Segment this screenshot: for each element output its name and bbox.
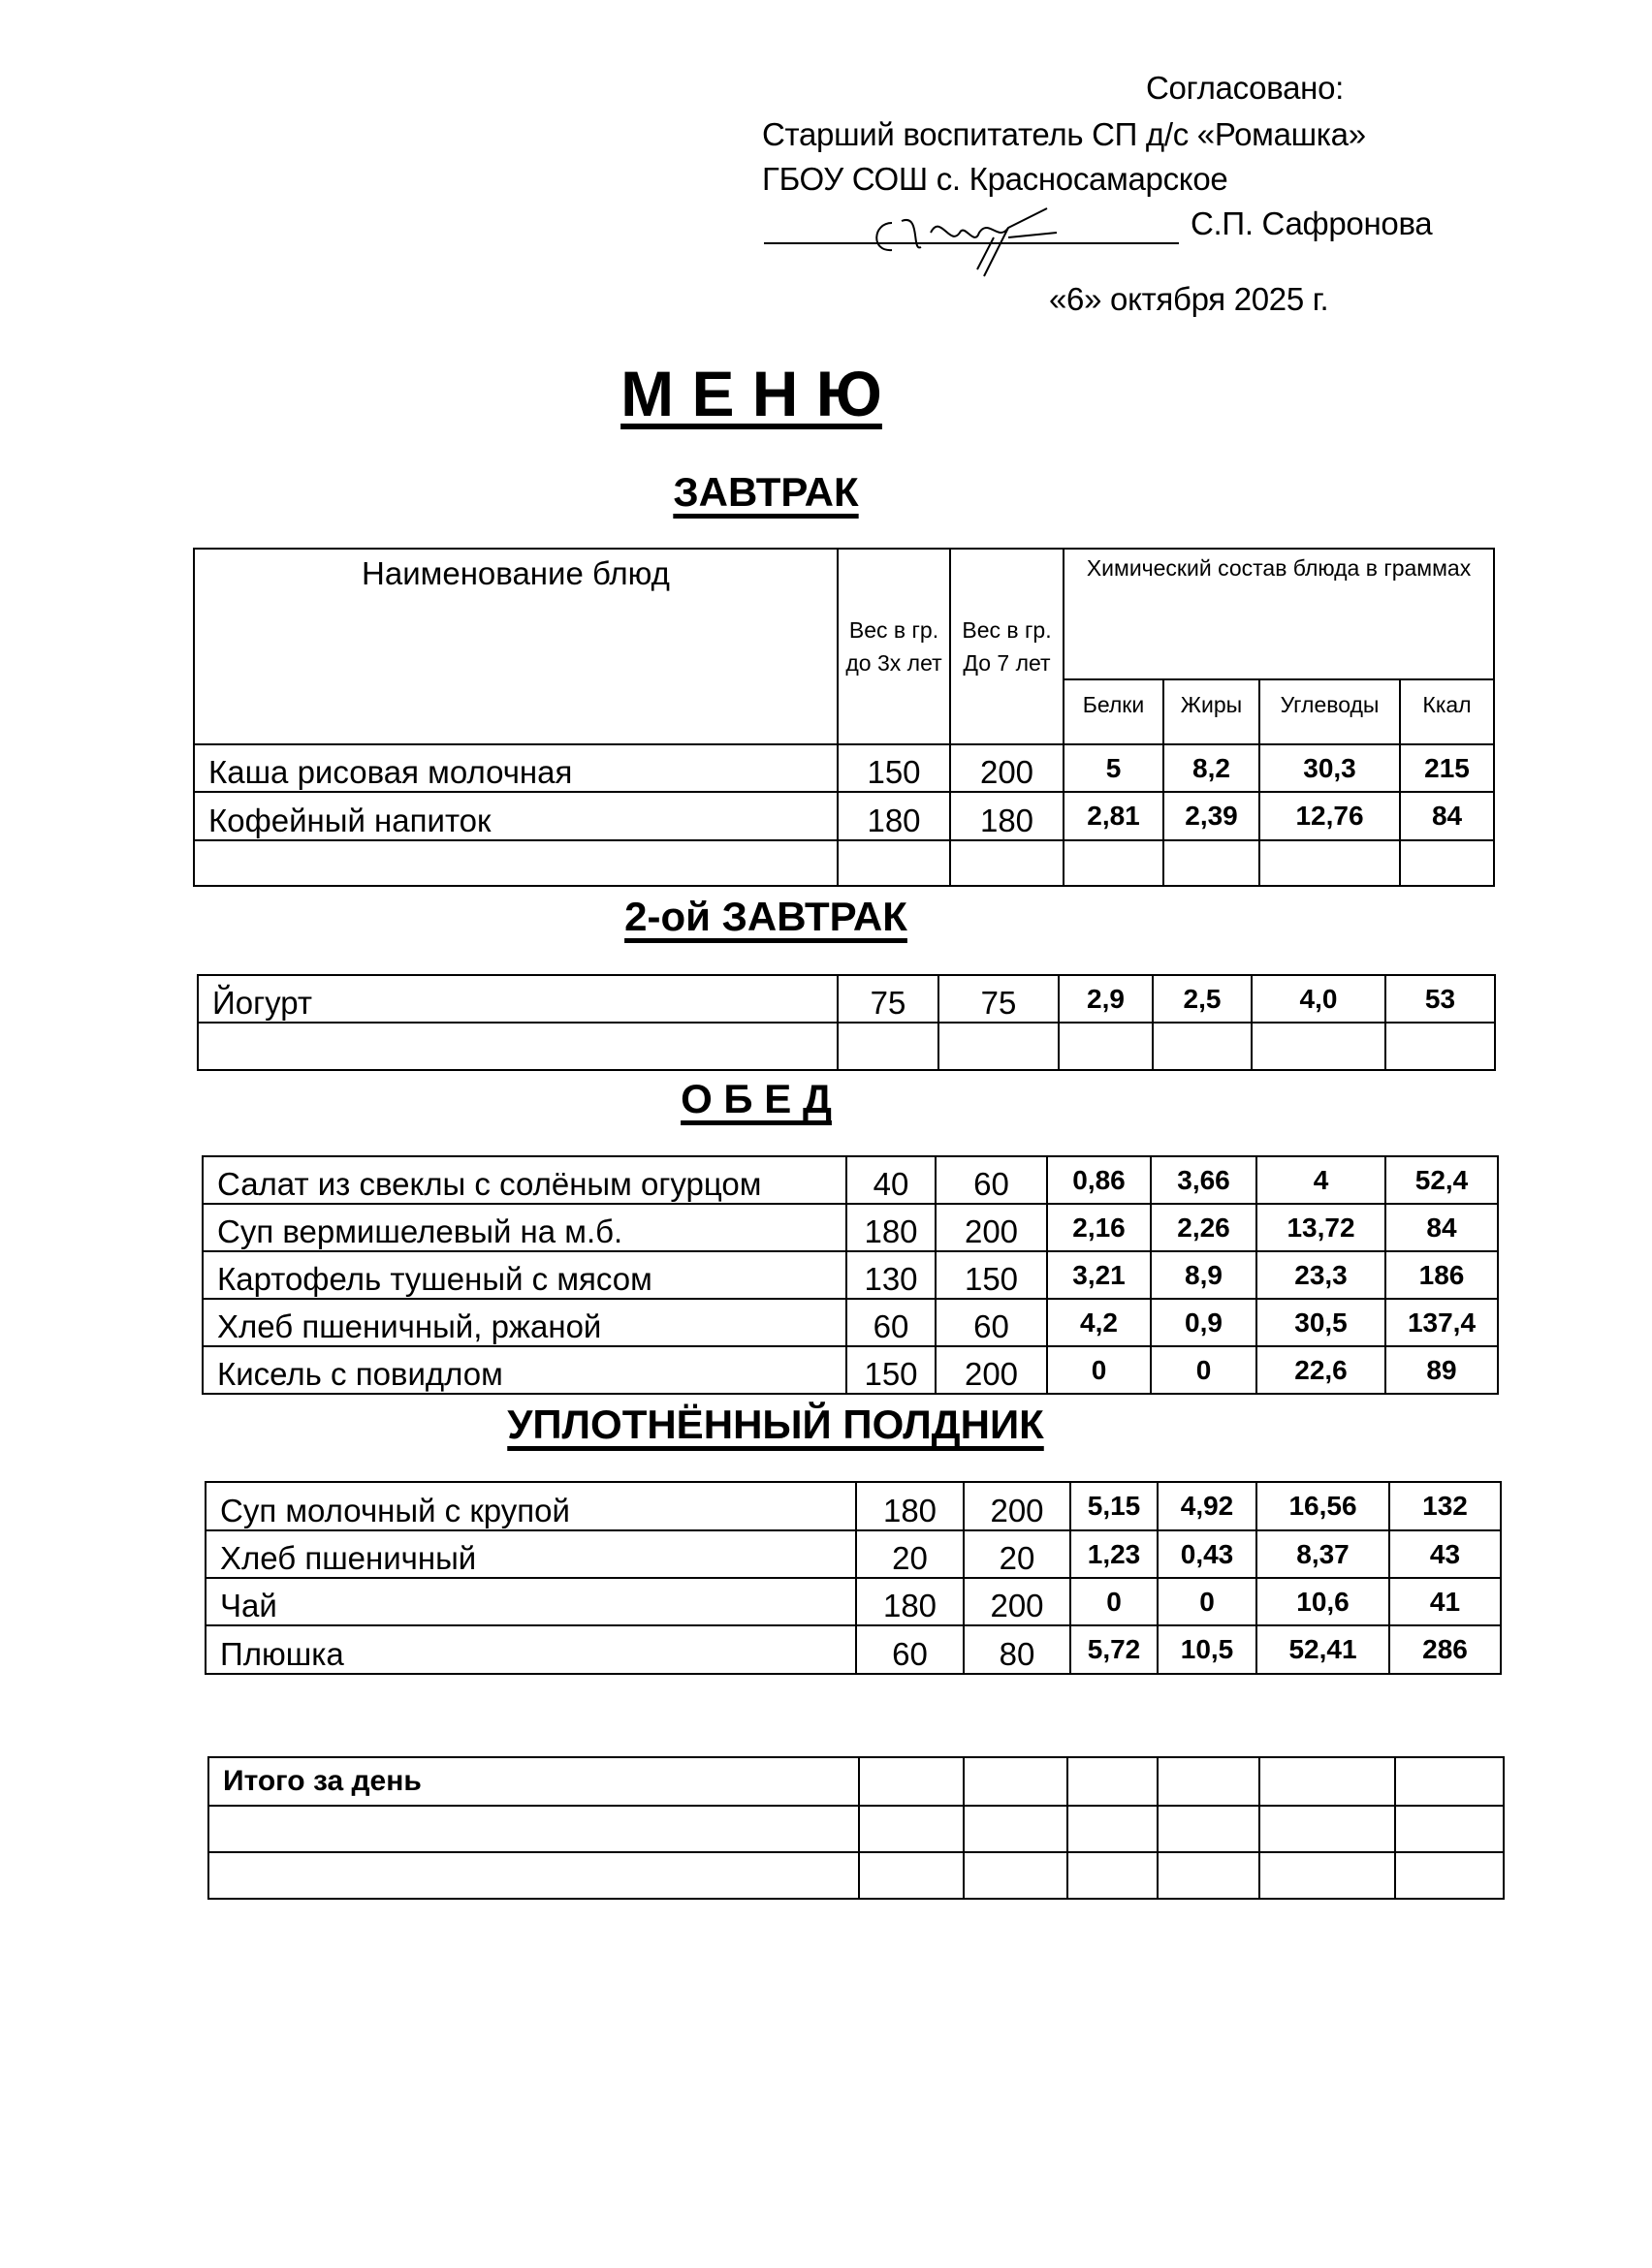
carbs: 16,56 — [1256, 1482, 1389, 1530]
weight-7: 75 — [938, 975, 1059, 1023]
protein: 5 — [1064, 744, 1163, 792]
table-row — [203, 1346, 1498, 1394]
weight-3: 180 — [838, 792, 950, 840]
weight-7: 200 — [950, 744, 1064, 792]
table-row — [203, 1156, 1498, 1204]
protein: 0,86 — [1047, 1156, 1151, 1204]
kcal: 132 — [1389, 1482, 1501, 1530]
dish-name: Чай — [206, 1578, 856, 1625]
kcal: 43 — [1389, 1530, 1501, 1578]
dish-name: Кисель с повидлом — [203, 1346, 846, 1394]
kcal: 53 — [1385, 975, 1495, 1023]
weight-3: 180 — [856, 1482, 964, 1530]
fat: 2,26 — [1151, 1204, 1256, 1251]
carbs: 13,72 — [1256, 1204, 1385, 1251]
fat: 0,9 — [1151, 1299, 1256, 1346]
kcal: 215 — [1400, 744, 1494, 792]
empty-row — [198, 1023, 1495, 1070]
table-row — [206, 1625, 1501, 1674]
table-row — [203, 1204, 1498, 1251]
weight-3: 20 — [856, 1530, 964, 1578]
fat: 10,5 — [1158, 1625, 1256, 1674]
weight-3: 130 — [846, 1251, 936, 1299]
dish-name: Картофель тушеный с мясом — [203, 1251, 846, 1299]
section-title-snack: УПЛОТНЁННЫЙ ПОЛДНИК — [507, 1402, 1044, 1447]
weight-7: 60 — [936, 1299, 1047, 1346]
fat: 8,2 — [1163, 744, 1259, 792]
section-title-lunch: О Б Е Д — [681, 1076, 832, 1121]
fat: 0 — [1158, 1578, 1256, 1625]
kcal: 286 — [1389, 1625, 1501, 1674]
carbs: 22,6 — [1256, 1346, 1385, 1394]
second-breakfast-table — [197, 974, 1496, 1071]
dish-name: Суп вермишелевый на м.б. — [203, 1204, 846, 1251]
dish-name: Салат из свеклы с солёным огурцом — [203, 1156, 846, 1204]
table-row — [206, 1482, 1501, 1530]
fat: 2,5 — [1153, 975, 1252, 1023]
weight-7: 200 — [964, 1578, 1070, 1625]
breakfast-table — [193, 548, 1495, 887]
protein: 2,9 — [1059, 975, 1153, 1023]
header-chem: Химический состав блюда в граммах — [1064, 549, 1494, 679]
table-row — [198, 975, 1495, 1023]
empty-row — [208, 1852, 1504, 1899]
kcal: 137,4 — [1385, 1299, 1498, 1346]
weight-3: 75 — [838, 975, 938, 1023]
dish-name: Хлеб пшеничный, ржаной — [203, 1299, 846, 1346]
lunch-table — [202, 1155, 1499, 1395]
carbs: 4,0 — [1252, 975, 1385, 1023]
dish-name: Каша рисовая молочная — [194, 744, 838, 792]
dish-name: Кофейный напиток — [194, 792, 838, 840]
carbs: 30,3 — [1259, 744, 1400, 792]
dish-name: Хлеб пшеничный — [206, 1530, 856, 1578]
weight-3: 150 — [846, 1346, 936, 1394]
fat: 2,39 — [1163, 792, 1259, 840]
weight-7: 180 — [950, 792, 1064, 840]
fat: 0 — [1151, 1346, 1256, 1394]
carbs: 12,76 — [1259, 792, 1400, 840]
header-fat: Жиры — [1163, 679, 1259, 744]
section-title-breakfast: ЗАВТРАК — [673, 469, 859, 515]
weight-7: 20 — [964, 1530, 1070, 1578]
approval-date: «6» октября 2025 г. — [1049, 281, 1329, 317]
empty-row — [208, 1806, 1504, 1852]
approval-signer: С.П. Сафронова — [1191, 205, 1433, 241]
total-table — [207, 1756, 1505, 1900]
table-row — [206, 1530, 1501, 1578]
weight-7: 200 — [936, 1346, 1047, 1394]
approval-org: ГБОУ СОШ с. Красносамарское — [762, 161, 1228, 197]
dish-name: Йогурт — [198, 975, 838, 1023]
weight-7: 200 — [964, 1482, 1070, 1530]
header-weight-7: Вес в гр. До 7 лет — [950, 549, 1064, 744]
protein: 1,23 — [1070, 1530, 1158, 1578]
total-row — [208, 1757, 1504, 1806]
header-weight-3: Вес в гр. до 3х лет — [838, 549, 950, 744]
weight-7: 80 — [964, 1625, 1070, 1674]
fat: 3,66 — [1151, 1156, 1256, 1204]
weight-3: 60 — [856, 1625, 964, 1674]
fat: 0,43 — [1158, 1530, 1256, 1578]
kcal: 89 — [1385, 1346, 1498, 1394]
header-carbs: Углеводы — [1259, 679, 1400, 744]
weight-7: 200 — [936, 1204, 1047, 1251]
table-row — [206, 1578, 1501, 1625]
carbs: 4 — [1256, 1156, 1385, 1204]
kcal: 186 — [1385, 1251, 1498, 1299]
weight-7: 60 — [936, 1156, 1047, 1204]
header-protein: Белки — [1064, 679, 1163, 744]
fat: 4,92 — [1158, 1482, 1256, 1530]
weight-3: 150 — [838, 744, 950, 792]
kcal: 84 — [1400, 792, 1494, 840]
weight-3: 180 — [846, 1204, 936, 1251]
section-title-second-breakfast: 2-ой ЗАВТРАК — [624, 894, 907, 939]
dish-name: Суп молочный с крупой — [206, 1482, 856, 1530]
carbs: 23,3 — [1256, 1251, 1385, 1299]
fat: 8,9 — [1151, 1251, 1256, 1299]
protein: 5,72 — [1070, 1625, 1158, 1674]
signature — [863, 194, 1076, 281]
table-row — [194, 744, 1494, 792]
header-name: Наименование блюд — [194, 549, 838, 744]
carbs: 10,6 — [1256, 1578, 1389, 1625]
weight-3: 180 — [856, 1578, 964, 1625]
protein: 0 — [1047, 1346, 1151, 1394]
dish-name: Плюшка — [206, 1625, 856, 1674]
protein: 0 — [1070, 1578, 1158, 1625]
approval-agreed: Согласовано: — [1146, 70, 1344, 106]
kcal: 41 — [1389, 1578, 1501, 1625]
total-label: Итого за день — [208, 1757, 859, 1806]
protein: 5,15 — [1070, 1482, 1158, 1530]
protein: 2,81 — [1064, 792, 1163, 840]
table-row — [203, 1251, 1498, 1299]
header-kcal: Ккал — [1400, 679, 1494, 744]
protein: 3,21 — [1047, 1251, 1151, 1299]
table-row — [203, 1299, 1498, 1346]
snack-table — [205, 1481, 1502, 1675]
kcal: 52,4 — [1385, 1156, 1498, 1204]
approval-position: Старший воспитатель СП д/с «Ромашка» — [762, 116, 1366, 152]
kcal: 84 — [1385, 1204, 1498, 1251]
protein: 4,2 — [1047, 1299, 1151, 1346]
carbs: 30,5 — [1256, 1299, 1385, 1346]
protein: 2,16 — [1047, 1204, 1151, 1251]
weight-3: 60 — [846, 1299, 936, 1346]
carbs: 52,41 — [1256, 1625, 1389, 1674]
carbs: 8,37 — [1256, 1530, 1389, 1578]
weight-7: 150 — [936, 1251, 1047, 1299]
empty-row — [194, 840, 1494, 886]
page-title: М Е Н Ю — [620, 358, 882, 429]
weight-3: 40 — [846, 1156, 936, 1204]
table-row — [194, 792, 1494, 840]
